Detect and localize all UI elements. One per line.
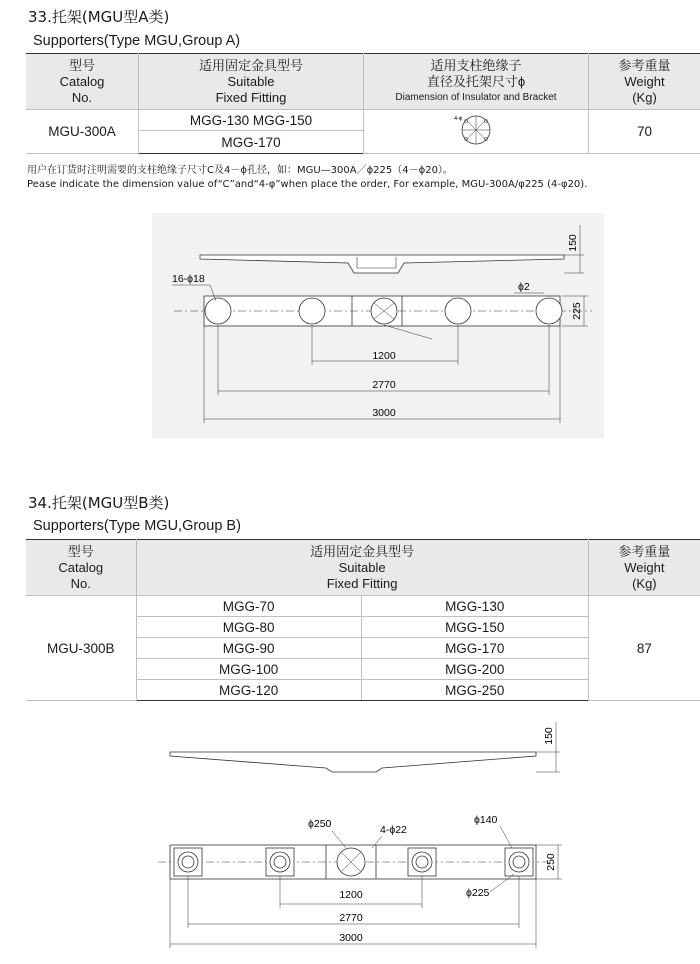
catalog-cell: MGU-300B	[26, 596, 136, 701]
dim-2770: 2770	[339, 912, 363, 924]
insulator-header: 适用支柱绝缘子 直径及托架尺寸ϕ Diamension of Insulator and Bracket	[364, 54, 589, 110]
section-a-table	[26, 53, 700, 154]
fitting-cell: MGG-200	[361, 659, 588, 680]
insulator-flange-icon	[446, 110, 506, 150]
dim-3000: 3000	[372, 407, 396, 419]
dim-1200: 1200	[339, 889, 363, 901]
fitting-header: 适用固定金具型号 Suitable Fixed Fitting	[136, 540, 588, 596]
fitting-cell: MGG-170	[139, 131, 364, 154]
fitting-cell: MGG-90	[136, 638, 361, 659]
section-b-table	[26, 539, 700, 701]
icon-label: 4-ϕ	[454, 116, 463, 122]
section-b-title: 34.托架(MGU型B类)	[28, 494, 170, 512]
fitting-cell: MGG-100	[136, 659, 361, 680]
label-holes: 4-ϕ22	[380, 824, 407, 836]
section-b-subtitle: Supporters(Type MGU,Group B)	[33, 518, 241, 534]
dim-1200: 1200	[372, 350, 396, 362]
dim-150: 150	[567, 234, 579, 252]
weight-header: 参考重量 Weight (Kg)	[589, 54, 700, 110]
fitting-cell: MGG-130 MGG-150	[139, 110, 364, 131]
fitting-cell: MGG-130	[361, 596, 588, 617]
section-a-title: 33.托架(MGU型A类)	[28, 8, 170, 26]
fitting-cell: MGG-70	[136, 596, 361, 617]
catalog-header: 型号 Catalog No.	[26, 540, 136, 596]
note-cn: 用户在订货时注明需要的支柱绝缘子尺寸C及4－ϕ孔径，如：MGU—300A／ϕ225（4－ϕ20）。	[27, 165, 453, 176]
weight-header: 参考重量 Weight (Kg)	[588, 540, 700, 596]
label-holes: 16-ϕ18	[172, 273, 205, 285]
fitting-cell: MGG-150	[361, 617, 588, 638]
catalog-cell: MGU-300A	[26, 110, 139, 154]
label-phi140: ϕ140	[474, 814, 498, 826]
label-phi250: ϕ250	[308, 818, 332, 830]
drawing-a	[152, 213, 604, 438]
weight-cell: 87	[588, 596, 700, 701]
catalog-header: 型号 Catalog No.	[26, 54, 139, 110]
label-phi2: ϕ2	[518, 281, 530, 293]
fitting-cell: MGG-120	[136, 680, 361, 701]
weight-cell: 70	[589, 110, 700, 154]
fitting-cell: MGG-170	[361, 638, 588, 659]
fitting-cell: MGG-80	[136, 617, 361, 638]
section-a-subtitle: Supporters(Type MGU,Group A)	[33, 33, 241, 49]
fitting-cell: MGG-250	[361, 680, 588, 701]
dim-3000: 3000	[339, 932, 363, 944]
note-en: Pease indicate the dimension value of“C”and“4-φ”when place the order, For example, MGU-300A/φ225 (4-φ20).	[27, 179, 588, 190]
dim-250: 250	[545, 853, 557, 871]
drawing-b	[150, 720, 590, 960]
dim-2770: 2770	[372, 379, 396, 391]
insulator-diagram-cell	[364, 110, 589, 154]
dim-150: 150	[543, 727, 555, 745]
label-phi225: ϕ225	[466, 887, 490, 899]
fitting-header: 适用固定金具型号 Suitable Fixed Fitting	[139, 54, 364, 110]
dim-225: 225	[571, 302, 583, 320]
